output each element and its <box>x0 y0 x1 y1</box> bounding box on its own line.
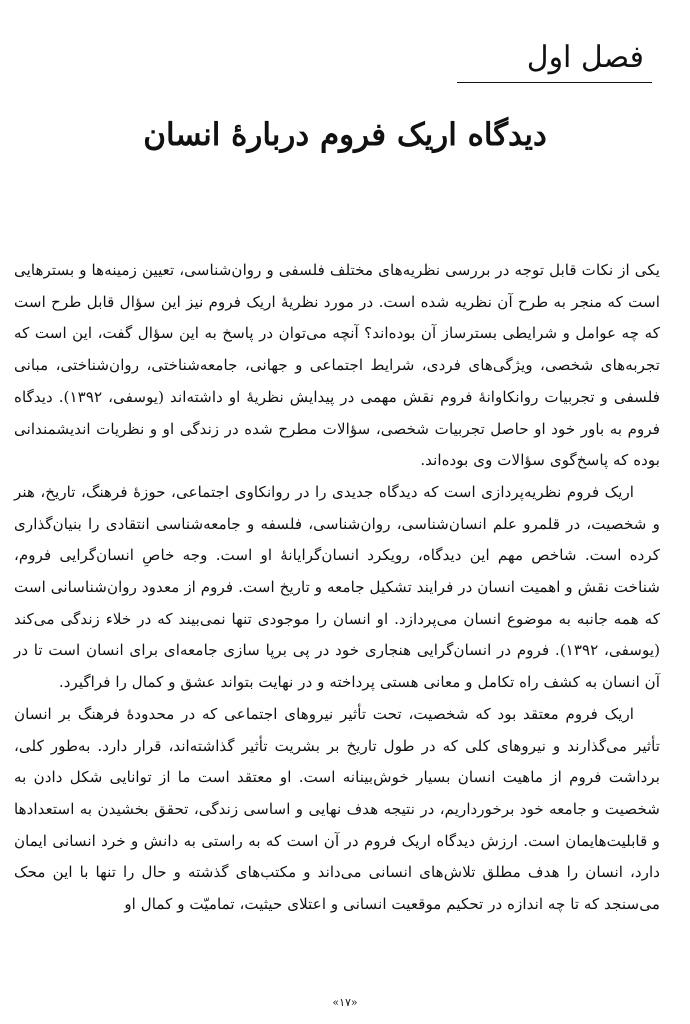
paragraph-3: اریک فروم معتقد بود که شخصیت، تحت تأثیر نیروهای اجتماعی که در محدودۀ فرهنگ بر انسان تأثیر می‌گذارند و نیروهای کلی که در طول تاریخ بر بشریت تأثیر گذاشته‌اند، قرار دارد. به‌طور کلی، برداشت فروم از ماهیت انسان بسیار خوش‌بینانه است. او معتقد است ما از توانایی شکل دادن به شخصیت و جامعه خود برخورداریم، در نتیجه هدف نهایی و اساسی زندگی، تحقق بخشیدن به استعدادها و قابلیت‌هایمان است. ارزش دیدگاه اریک فروم در آن است که به راستی به دانش و خرد انسانی ایمان دارد، انسان را هدف مطلق تلاش‌های انسانی می‌داند و مکتب‌های گذشته و حال را تنها با این محک می‌سنجد که تا چه اندازه در تحکیم موقعیت انسانی و اعتلای حیثیت، تمامیّت و کمال او <box>14 704 660 914</box>
chapter-title: دیدگاه اریک فروم دربارۀ انسان <box>143 117 547 153</box>
chapter-label: فصل اول <box>457 38 652 83</box>
page-number: «۱۷» <box>332 996 358 1009</box>
body-text <box>14 255 660 921</box>
paragraph-1: یکی از نکات قابل توجه در بررسی نظریه‌های مختلف فلسفی و روان‌شناسی، تعیین زمینه‌ها و بسترهایی است که منجر به طرح آن نظریه شده است. در مورد نظریۀ اریک فروم نیز این سؤال قابل طرح است که چه عوامل و شرایطی بسترساز آن بوده‌اند؟ آنچه می‌توان در پاسخ به این سؤال گفت، این است که تجربه‌های شخصی، ویژگی‌های فردی، شرایط اجتماعی و جهانی، جامعه‌شناختی، روان‌شناختی، مبانی فلسفی و تجربیات روانکاوانۀ فروم نقش مهمی در پیدایش نظریۀ او داشته‌اند (یوسفی، ۱۳۹۲). دیدگاه فروم به باور خود او حاصل تجربیات شخصی، سؤالات مطرح شده در زندگی او و نظریات اندیشمندانی بوده که پاسخ‌گوی سؤالات وی بوده‌اند. <box>14 261 660 470</box>
paragraph-2: اریک فروم نظریه‌پردازی است که دیدگاه جدیدی را در روانکاوی اجتماعی، حوزۀ فرهنگ، تاریخ، هنر و شخصیت، در قلمرو علم انسان‌شناسی، روان‌شناسی، فلسفه و جامعه‌شناسی انتقادی را بنیان‌گذاری کرده است. شاخص مهم این دیدگاه، رویکرد انسان‌گرایانۀ او است. وجه خاصِ انسان‌گرایی فروم، شناخت نقش و اهمیت انسان در فرایند تشکیل جامعه و تاریخ است. فروم از معدود روان‌شناسانی است که همه جانبه به موضوع انسان می‌پردازد. او انسان را موجودی تنها نمی‌بیند که در خلاء زندگی می‌کند (یوسفی، ۱۳۹۲). فروم در انسان‌گرایی هنجاری خود در پی برپا سازی جامعه‌ای برای انسان است تا در آن انسان به کشف راه تکامل و معانی هستی پرداخته و در نهایت بتواند عشق و کمال را فراگیرد. <box>14 482 660 692</box>
